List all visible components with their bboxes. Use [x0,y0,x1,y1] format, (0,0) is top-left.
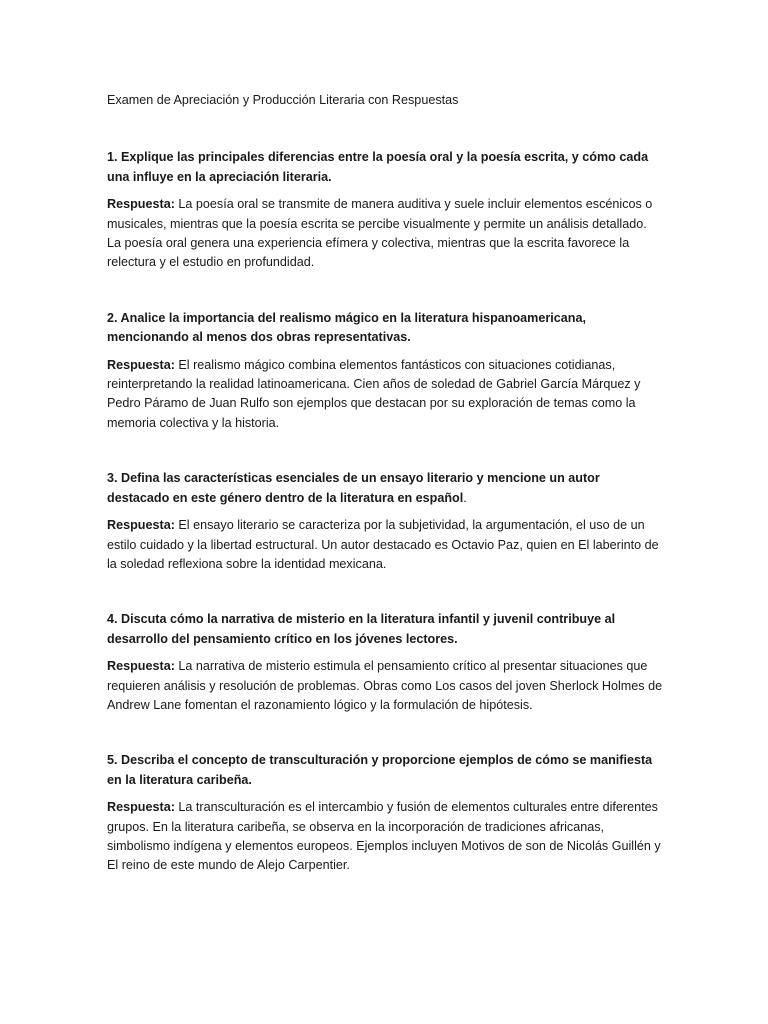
answer-3 [107,516,663,574]
question-text: 3. Defina las características esenciales de un ensayo literario y mencione un autor destacado en este género dentro de la literatura en español [107,471,600,505]
question-3 [107,469,663,508]
document-page [107,91,663,912]
answer-text: La transculturación es el intercambio y fusión de elementos culturales entre diferentes grupos. En la literatura caribeña, se observa en la incorporación de tradiciones africanas, simbolismo indígena y elementos europeos. Ejemplos incluyen Motivos de son de Nicolás Guillén y El reino de este mundo de Alejo Carpentier. [107,800,661,873]
question-tail: . [463,490,467,505]
question-text: 4. Discuta cómo la narrativa de misterio en la literatura infantil y juvenil contribuye al desarrollo del pensamiento crítico en los jóvenes lectores. [107,612,616,646]
answer-text: La narrativa de misterio estimula el pensamiento crítico al presentar situaciones que requieren análisis y resolución de problemas. Obras como Los casos del joven Sherlock Holmes de Andrew Lane fomentan el razonamiento lógico y la formulación de hipótesis. [107,659,663,712]
answer-4 [107,657,663,715]
answer-text: La poesía oral se transmite de manera auditiva y suele incluir elementos escénicos o musicales, mientras que la poesía escrita se percibe visualmente y permite un análisis detallado. La poesía oral genera una experiencia efímera y colectiva, mientras que la escrita favorece la relectura y el estudio en profundidad. [107,197,653,270]
question-1 [107,148,663,187]
question-text: 1. Explique las principales diferencias entre la poesía oral y la poesía escrita, y cómo cada una influye en la apreciación literaria. [107,150,649,184]
document-title: Examen de Apreciación y Producción Literaria con Respuestas [107,93,459,107]
answer-label: Respuesta: [107,197,175,212]
answer-label: Respuesta: [107,518,175,533]
answer-label: Respuesta: [107,659,175,674]
answer-text: El ensayo literario se caracteriza por la subjetividad, la argumentación, el uso de un estilo cuidado y la libertad estructural. Un autor destacado es Octavio Paz, quien en El laberinto de la soledad reflexiona sobre la identidad mexicana. [107,518,659,571]
qa-item-4 [107,610,663,715]
question-text: 5. Describa el concepto de transculturación y proporcione ejemplos de cómo se manifiesta en la literatura caribeña. [107,753,653,787]
qa-item-5 [107,751,663,875]
answer-2 [107,356,663,434]
question-text: 2. Analice la importancia del realismo mágico en la literatura hispanoamericana, mencionando al menos dos obras representativas. [107,310,586,345]
question-4 [107,610,663,649]
answer-5 [107,798,663,876]
question-2 [107,309,663,348]
answer-label: Respuesta: [107,357,175,372]
question-5 [107,751,663,790]
qa-item-2 [107,309,663,433]
answer-label: Respuesta: [107,800,175,815]
answer-1 [107,195,663,273]
answer-text: El realismo mágico combina elementos fantásticos con situaciones cotidianas, reinterpretando la realidad latinoamericana. Cien años de soledad de Gabriel García Márquez y Pedro Páramo de Juan Rulfo son ejemplos que destacan por su exploración de temas como la memoria colectiva y la historia. [107,357,641,430]
qa-item-3 [107,469,663,574]
qa-item-1 [107,148,663,272]
